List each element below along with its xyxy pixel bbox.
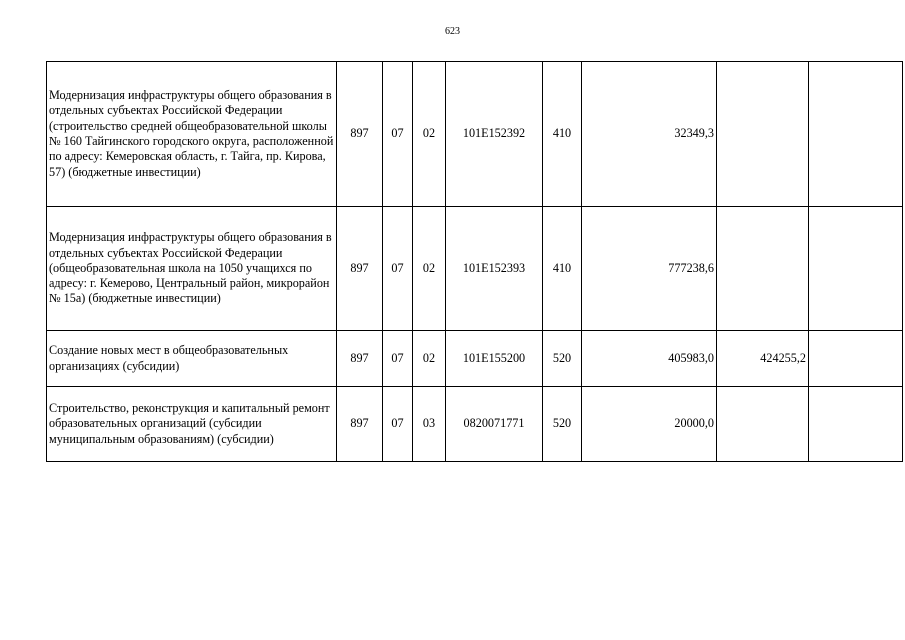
amount-year1: 405983,0 xyxy=(582,331,717,387)
ministry-code: 897 xyxy=(337,62,383,207)
ministry-code: 897 xyxy=(337,207,383,331)
page-number: 623 xyxy=(445,26,460,37)
target-article-code: 101E155200 xyxy=(446,331,543,387)
expense-type-code: 520 xyxy=(543,331,582,387)
amount-year1: 20000,0 xyxy=(582,387,717,462)
amount-year2: 424255,2 xyxy=(717,331,809,387)
subsection-code: 02 xyxy=(413,331,446,387)
amount-year2 xyxy=(717,387,809,462)
amount-year3 xyxy=(809,387,903,462)
subsection-code: 02 xyxy=(413,207,446,331)
section-code: 07 xyxy=(383,62,413,207)
target-article-code: 101E152393 xyxy=(446,207,543,331)
row-description: Строительство, реконструкция и капитальный ремонт образовательных организаций (субсидии муниципальным образованиям) (субсидии) xyxy=(47,387,337,462)
target-article-code: 101E152392 xyxy=(446,62,543,207)
expense-type-code: 410 xyxy=(543,207,582,331)
amount-year1: 777238,6 xyxy=(582,207,717,331)
section-code: 07 xyxy=(383,331,413,387)
amount-year1: 32349,3 xyxy=(582,62,717,207)
amount-year3 xyxy=(809,331,903,387)
target-article-code: 0820071771 xyxy=(446,387,543,462)
section-code: 07 xyxy=(383,387,413,462)
amount-year2 xyxy=(717,207,809,331)
ministry-code: 897 xyxy=(337,387,383,462)
table-row xyxy=(47,331,903,387)
row-description: Модернизация инфраструктуры общего образования в отдельных субъектах Российской Федерации (строительство средней общеобразовательной школы № 160 Тайгинского городского округа, расположенной по адресу: Кемеровская область, г. Тайга, пр. Кирова, 57) (бюджетные инвестиции) xyxy=(47,62,337,207)
ministry-code: 897 xyxy=(337,331,383,387)
expense-type-code: 520 xyxy=(543,387,582,462)
table-row xyxy=(47,387,903,462)
table-row xyxy=(47,62,903,207)
expense-type-code: 410 xyxy=(543,62,582,207)
section-code: 07 xyxy=(383,207,413,331)
amount-year3 xyxy=(809,207,903,331)
subsection-code: 02 xyxy=(413,62,446,207)
table-row xyxy=(47,207,903,331)
row-description: Модернизация инфраструктуры общего образования в отдельных субъектах Российской Федерации (общеобразовательная школа на 1050 учащихся по адресу: г. Кемерово, Центральный район, микрорайон № 15а) (бюджетные инвестиции) xyxy=(47,207,337,331)
row-description: Создание новых мест в общеобразовательных организациях (субсидии) xyxy=(47,331,337,387)
budget-table xyxy=(46,61,903,462)
subsection-code: 03 xyxy=(413,387,446,462)
amount-year2 xyxy=(717,62,809,207)
amount-year3 xyxy=(809,62,903,207)
